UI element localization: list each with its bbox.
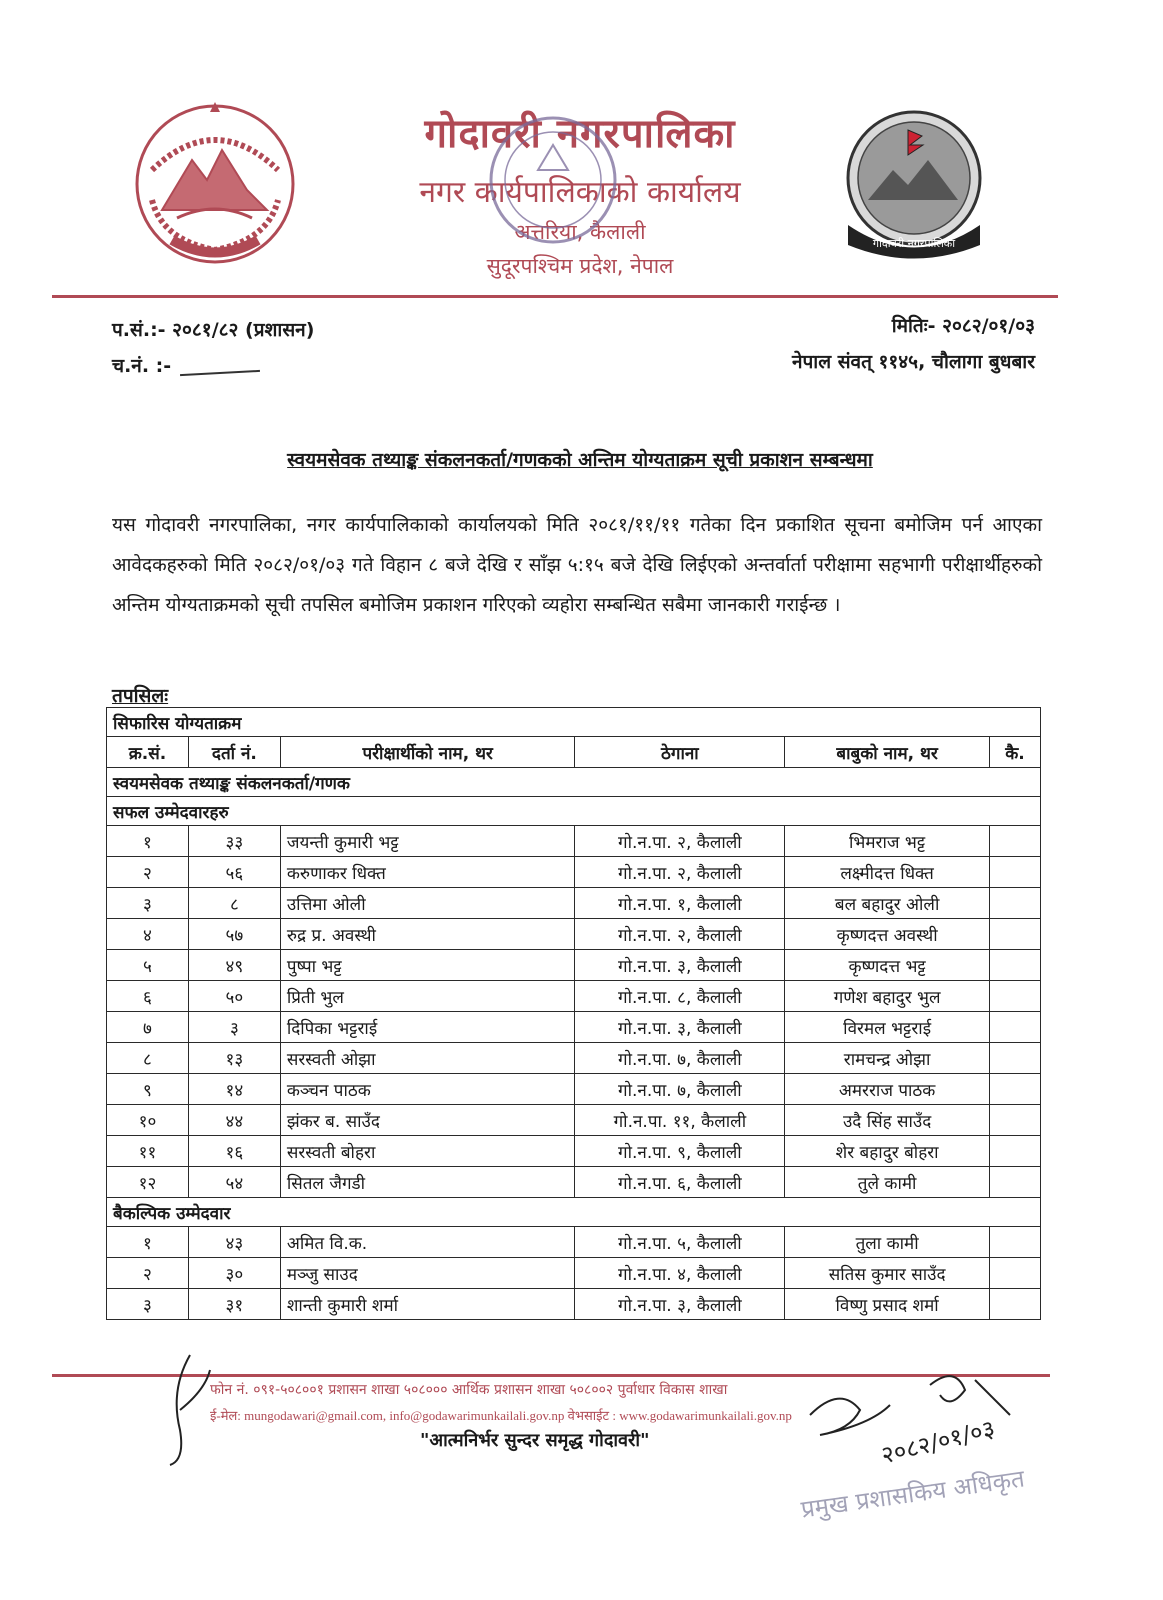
row-candidate-name: शान्ती कुमारी शर्मा	[280, 1289, 575, 1320]
row-sn: ७	[107, 1012, 189, 1043]
table-row	[107, 888, 1041, 919]
row-candidate-name: उत्तिमा ओली	[280, 888, 575, 919]
notice-subject: स्वयमसेवक तथ्याङ्क संकलनकर्ता/गणकको अन्तिम योग्यताक्रम सूची प्रकाशन सम्बन्धमा	[287, 449, 873, 471]
table-row	[107, 1136, 1041, 1167]
successful-section-label: सफल उम्मेदवारहरु	[107, 797, 1041, 826]
merit-list-table	[106, 707, 1041, 1320]
row-father-name: शेर बहादुर बोहरा	[785, 1136, 990, 1167]
nepal-sambat-date: नेपाल संवत् ११४५, चौलागा बुधबार	[791, 351, 1035, 373]
row-reg-no: ८	[188, 888, 280, 919]
annex-label: तपसिलः	[112, 685, 169, 707]
footer-phone-line: फोन नं. ०९१-५०८००१ प्रशासन शाखा ५०८००० आर्थिक प्रशासन शाखा ५०८००२ पुर्वाधार विकास शाखा	[210, 1382, 728, 1398]
row-reg-no: ५०	[188, 981, 280, 1012]
row-remarks	[990, 981, 1041, 1012]
row-father-name: कृष्णदत्त अवस्थी	[785, 919, 990, 950]
row-sn: १२	[107, 1167, 189, 1198]
table-header-row	[107, 737, 1041, 768]
row-father-name: भिमराज भट्ट	[785, 826, 990, 857]
table-title: सिफारिस योग्यताक्रम	[107, 708, 1041, 737]
row-reg-no: १६	[188, 1136, 280, 1167]
row-reg-no: ४३	[188, 1227, 280, 1258]
row-sn: १०	[107, 1105, 189, 1136]
row-father-name: गणेश बहादुर भुल	[785, 981, 990, 1012]
row-sn: ६	[107, 981, 189, 1012]
row-remarks	[990, 857, 1041, 888]
row-remarks	[990, 1136, 1041, 1167]
row-sn: १	[107, 1227, 189, 1258]
row-father-name: रामचन्द्र ओझा	[785, 1043, 990, 1074]
row-address: गो.न.पा. २, कैलाली	[575, 919, 785, 950]
row-candidate-name: रुद्र प्र. अवस्थी	[280, 919, 575, 950]
footer-email-line: ई-मेल: mungodawari@gmail.com, info@godawarimunkailali.gov.np वेभसाईट : www.godawarimunkailali.gov.np	[210, 1408, 792, 1423]
header-divider	[52, 295, 1058, 298]
row-candidate-name: सरस्वती बोहरा	[280, 1136, 575, 1167]
row-father-name: अमरराज पाठक	[785, 1074, 990, 1105]
row-remarks	[990, 1105, 1041, 1136]
row-remarks	[990, 1167, 1041, 1198]
letter-date: मितिः- २०८२/०१/०३	[891, 315, 1035, 337]
row-remarks	[990, 888, 1041, 919]
row-candidate-name: दिपिका भट्टराई	[280, 1012, 575, 1043]
signature-date: २०८२/०१/०३	[878, 1414, 998, 1470]
col-header-sn: क्र.सं.	[107, 737, 189, 768]
row-candidate-name: अमित वि.क.	[280, 1227, 575, 1258]
municipality-logo-icon	[838, 100, 990, 272]
row-address: गो.न.पा. २, कैलाली	[575, 826, 785, 857]
table-row	[107, 857, 1041, 888]
table-row	[107, 826, 1041, 857]
row-reg-no: ३१	[188, 1289, 280, 1320]
office-place: अत्तरिया, कैलाली	[514, 220, 646, 244]
row-candidate-name: करुणाकर धिक्त	[280, 857, 575, 888]
row-address: गो.न.पा. २, कैलाली	[575, 857, 785, 888]
col-header-remarks: कै.	[990, 737, 1041, 768]
row-sn: ३	[107, 888, 189, 919]
table-row	[107, 1074, 1041, 1105]
col-header-address: ठेगाना	[575, 737, 785, 768]
row-father-name: तुले कामी	[785, 1167, 990, 1198]
row-candidate-name: सितल जैगडी	[280, 1167, 575, 1198]
col-header-name: परीक्षार्थीको नाम, थर	[280, 737, 575, 768]
row-address: गो.न.पा. ९, कैलाली	[575, 1136, 785, 1167]
row-reg-no: ४९	[188, 950, 280, 981]
alternate-section-label: बैकल्पिक उम्मेदवार	[107, 1198, 1041, 1227]
row-candidate-name: मञ्जु साउद	[280, 1258, 575, 1289]
row-father-name: विरमल भट्टराई	[785, 1012, 990, 1043]
row-father-name: तुला कामी	[785, 1227, 990, 1258]
col-header-reg: दर्ता नं.	[188, 737, 280, 768]
row-candidate-name: सरस्वती ओझा	[280, 1043, 575, 1074]
col-header-father: बाबुको नाम, थर	[785, 737, 990, 768]
table-row	[107, 1167, 1041, 1198]
signature-title: प्रमुख प्रशासकिय अधिकृत	[799, 1464, 1027, 1524]
table-row	[107, 1105, 1041, 1136]
row-sn: २	[107, 857, 189, 888]
table-row	[107, 1043, 1041, 1074]
right-logo-caption: गोदावरी नगरपालिका	[872, 237, 956, 250]
row-address: गो.न.पा. ३, कैलाली	[575, 950, 785, 981]
row-address: गो.न.पा. ८, कैलाली	[575, 981, 785, 1012]
row-remarks	[990, 1012, 1041, 1043]
position-label: स्वयमसेवक तथ्याङ्क संकलनकर्ता/गणक	[107, 768, 1041, 797]
notice-body: यस गोदावरी नगरपालिका, नगर कार्यपालिकाको कार्यालयको मिति २०८१/११/११ गतेका दिन प्रकाशित सूचना बमोजिम पर्न आएका आवेदकहरुको मिति २०८२/०१/०३ गते विहान ८ बजे देखि र साँझ ५:१५ बजे देखि लिईएको अन्तर्वार्ता परीक्षामा सहभागी परीक्षार्थीहरुको अन्तिम योग्यताक्रमको सूची तपसिल बमोजिम प्रकाशन गरिएको व्यहोरा सम्बन्धित सबैमा जानकारी गराईन्छ ।	[112, 514, 1042, 616]
office-title: नगर कार्यपालिकाको कार्यालय	[419, 175, 741, 210]
row-address: गो.न.पा. ४, कैलाली	[575, 1258, 785, 1289]
row-reg-no: १३	[188, 1043, 280, 1074]
table-row	[107, 950, 1041, 981]
row-remarks	[990, 950, 1041, 981]
row-reg-no: ३	[188, 1012, 280, 1043]
row-sn: २	[107, 1258, 189, 1289]
row-reg-no: ५६	[188, 857, 280, 888]
row-father-name: लक्ष्मीदत्त धिक्त	[785, 857, 990, 888]
row-reg-no: ४४	[188, 1105, 280, 1136]
row-remarks	[990, 1258, 1041, 1289]
row-sn: ८	[107, 1043, 189, 1074]
row-address: गो.न.पा. १, कैलाली	[575, 888, 785, 919]
row-address: गो.न.पा. ६, कैलाली	[575, 1167, 785, 1198]
office-province: सुदूरपश्चिम प्रदेश, नेपाल	[486, 254, 674, 278]
row-reg-no: १४	[188, 1074, 280, 1105]
office-stamp-icon	[478, 100, 628, 260]
row-reg-no: ३३	[188, 826, 280, 857]
letter-number: प.सं.:- २०८१/८२ (प्रशासन)	[112, 319, 315, 341]
row-address: गो.न.पा. ७, कैलाली	[575, 1043, 785, 1074]
row-remarks	[990, 1043, 1041, 1074]
row-sn: ९	[107, 1074, 189, 1105]
row-candidate-name: प्रिती भुल	[280, 981, 575, 1012]
dispatch-blank-line	[180, 370, 260, 376]
row-address: गो.न.पा. ५, कैलाली	[575, 1227, 785, 1258]
officer-signature-icon	[780, 1355, 1070, 1535]
municipality-title: गोदावरी नगरपालिका	[424, 111, 736, 157]
row-candidate-name: झंकर ब. साउँद	[280, 1105, 575, 1136]
row-father-name: सतिस कुमार साउँद	[785, 1258, 990, 1289]
row-father-name: बल बहादुर ओली	[785, 888, 990, 919]
table-row	[107, 1012, 1041, 1043]
table-row	[107, 1227, 1041, 1258]
row-father-name: उदै सिंह साउँद	[785, 1105, 990, 1136]
table-row	[107, 981, 1041, 1012]
dispatch-number: च.नं. :-	[112, 355, 172, 377]
row-address: गो.न.पा. ११, कैलाली	[575, 1105, 785, 1136]
row-sn: ४	[107, 919, 189, 950]
row-father-name: विष्णु प्रसाद शर्मा	[785, 1289, 990, 1320]
table-row	[107, 919, 1041, 950]
row-remarks	[990, 826, 1041, 857]
row-reg-no: ३०	[188, 1258, 280, 1289]
row-address: गो.न.पा. ३, कैलाली	[575, 1012, 785, 1043]
row-candidate-name: जयन्ती कुमारी भट्ट	[280, 826, 575, 857]
row-remarks	[990, 1074, 1041, 1105]
table-row	[107, 1258, 1041, 1289]
nepal-emblem-icon	[132, 100, 298, 268]
table-row	[107, 1289, 1041, 1320]
row-address: गो.न.पा. ३, कैलाली	[575, 1289, 785, 1320]
row-sn: ५	[107, 950, 189, 981]
row-candidate-name: पुष्पा भट्ट	[280, 950, 575, 981]
row-remarks	[990, 1227, 1041, 1258]
initial-signature-icon	[150, 1350, 230, 1470]
row-address: गो.न.पा. ७, कैलाली	[575, 1074, 785, 1105]
row-candidate-name: कञ्चन पाठक	[280, 1074, 575, 1105]
row-father-name: कृष्णदत्त भट्ट	[785, 950, 990, 981]
row-sn: १	[107, 826, 189, 857]
footer-motto: "आत्मनिर्भर सुन्दर समृद्ध गोदावरी"	[420, 1430, 650, 1451]
row-remarks	[990, 1289, 1041, 1320]
row-reg-no: ५७	[188, 919, 280, 950]
row-reg-no: ५४	[188, 1167, 280, 1198]
row-sn: ३	[107, 1289, 189, 1320]
row-remarks	[990, 919, 1041, 950]
row-sn: ११	[107, 1136, 189, 1167]
